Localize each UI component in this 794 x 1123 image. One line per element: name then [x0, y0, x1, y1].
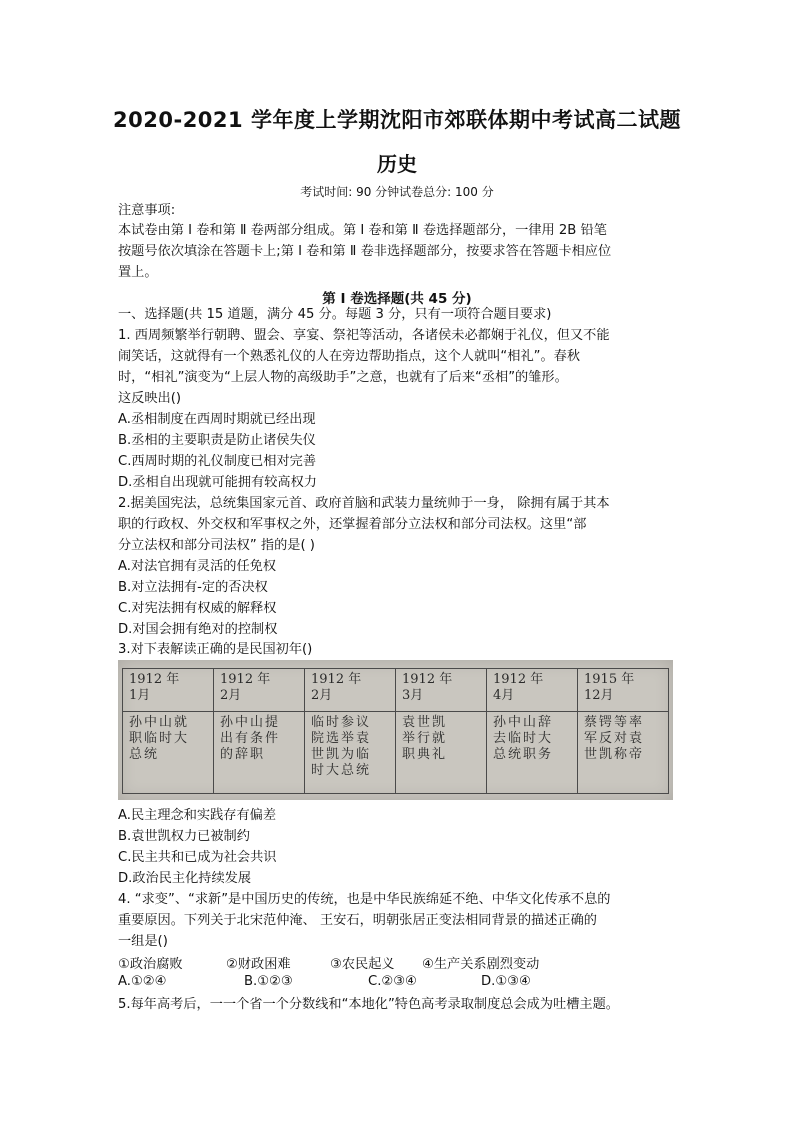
table-date-cell: 1912 年 3月	[396, 669, 487, 712]
q4-stem-line: 4. “求变”、“求新”是中国历史的传统，也是中华民族绵延不绝、中华文化传承不息的	[118, 892, 611, 907]
exam-info: 考试时间: 90 分钟试卷总分: 100 分	[300, 185, 494, 199]
q4-item: ④生产关系剧烈变动	[422, 957, 540, 972]
q3-option-c: C.民主共和已成为社会共识	[118, 850, 277, 865]
notes-line: 按题号依次填涂在答题卡上;第 Ⅰ 卷和第 Ⅱ 卷非选择题部分，按要求答在答题卡相应位	[118, 244, 612, 259]
q2-stem-line: 职的行政权、外交权和军事权之外，还掌握着部分立法权和部分司法权。这里“部	[118, 517, 587, 532]
notes-heading: 注意事项:	[118, 203, 176, 218]
q4-option-c: C.②③④	[368, 974, 417, 989]
table-event-cell: 孙中山辞 去临时大 总统职务	[487, 711, 578, 793]
q2-option-c: C.对宪法拥有权威的解释权	[118, 601, 277, 616]
q4-stem-line: 一组是()	[118, 934, 168, 949]
q2-stem-line: 2.据美国宪法，总统集国家元首、政府首脑和武装力量统帅于一身， 除拥有属于其本	[118, 496, 610, 511]
q3-table-photo	[118, 660, 673, 800]
q1-option-d: D.丞相自出现就可能拥有较高权力	[118, 475, 317, 490]
subject-heading: 历史	[377, 152, 417, 176]
q4-item: ①政治腐败	[118, 957, 183, 972]
q4-option-b: B.①②③	[244, 974, 293, 989]
q1-stem-line: 闹笑话，这就得有一个熟悉礼仪的人在旁边帮助指点，这个人就叫“相礼”。春秋	[118, 349, 581, 364]
table-date-cell: 1915 年 12月	[578, 669, 669, 712]
q2-option-b: B.对立法拥有-定的否决权	[118, 580, 268, 595]
table-date-cell: 1912 年 1月	[123, 669, 214, 712]
q2-option-d: D.对国会拥有绝对的控制权	[118, 622, 278, 637]
q3-option-d: D.政治民主化持续发展	[118, 871, 252, 886]
q3-table	[122, 668, 669, 794]
q4-item: ③农民起义	[330, 957, 395, 972]
q2-option-a: A.对法官拥有灵活的任免权	[118, 559, 277, 574]
q4-item: ②财政困难	[226, 957, 291, 972]
q3-option-a: A.民主理念和实践存有偏差	[118, 808, 277, 823]
table-date-cell: 1912 年 2月	[305, 669, 396, 712]
q1-stem-line: 1. 西周频繁举行朝聘、盟会、享宴、祭祀等活动，各诸侯未必都娴于礼仪，但又不能	[118, 328, 610, 343]
q1-stem-line: 这反映出()	[118, 391, 182, 406]
exam-title: 2020-2021 学年度上学期沈阳市郊联体期中考试高二试题	[113, 108, 681, 132]
table-event-cell: 蔡锷等率 军反对袁 世凯称帝	[578, 711, 669, 793]
table-event-cell: 临时参议 院选举袁 世凯为临 时大总统	[305, 711, 396, 793]
table-date-cell: 1912 年 2月	[214, 669, 305, 712]
q1-stem-line: 时，“相礼”演变为“上层人物的高级助手”之意，也就有了后来“丞相”的雏形。	[118, 370, 568, 385]
q4-option-d: D.①③④	[481, 974, 531, 989]
q1-option-a: A.丞相制度在西周时期就已经出现	[118, 412, 316, 427]
section-intro: 一、选择题(共 15 道题，满分 45 分。每题 3 分，只有一项符合题目要求)	[118, 307, 552, 322]
q5-stem-line: 5.每年高考后，一一个省一个分数线和“本地化”特色高考录取制度总会成为吐槽主题。	[118, 997, 619, 1012]
notes-line: 本试卷由第 Ⅰ 卷和第 Ⅱ 卷两部分组成。第 Ⅰ 卷和第 Ⅱ 卷选择题部分，一律用 2B 铅笔	[118, 223, 607, 238]
notes-line: 置上。	[118, 265, 158, 280]
q1-option-c: C.西周时期的礼仪制度已相对完善	[118, 454, 317, 469]
q4-stem-line: 重要原因。下列关于北宋范仲淹、 王安石，明朝张居正变法相同背景的描述正确的	[118, 913, 597, 928]
table-event-cell: 袁世凯 举行就 职典礼	[396, 711, 487, 793]
q1-option-b: B.丞相的主要职责是防止诸侯失仪	[118, 433, 316, 448]
table-date-cell: 1912 年 4月	[487, 669, 578, 712]
q2-stem-line: 分立法权和部分司法权” 指的是( )	[118, 538, 315, 553]
q4-option-a: A.①②④	[118, 974, 167, 989]
q3-stem: 3.对下表解读正确的是民国初年()	[118, 642, 313, 657]
table-event-cell: 孙中山提 出有条件 的辞职	[214, 711, 305, 793]
section-heading: 第 Ⅰ 卷选择题(共 45 分)	[322, 291, 472, 307]
table-event-cell: 孙中山就 职临时大 总统	[123, 711, 214, 793]
q3-option-b: B.袁世凯权力已被制约	[118, 829, 250, 844]
